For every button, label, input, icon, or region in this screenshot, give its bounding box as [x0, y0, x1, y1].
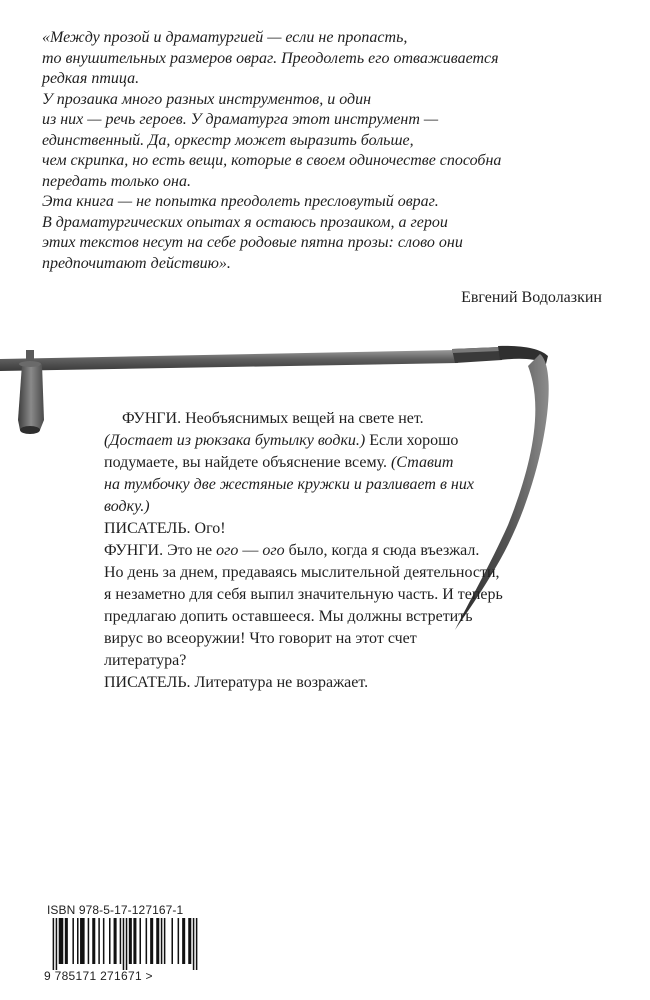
barcode-bar — [53, 918, 55, 970]
stage-direction: (Ставит — [390, 454, 454, 471]
barcode-bar — [139, 918, 141, 964]
barcode-bar — [188, 918, 191, 964]
barcode-digits: 9 785171 271671 > — [44, 969, 153, 983]
barcode-bar — [171, 918, 173, 964]
barcode-bar — [56, 918, 58, 970]
dialogue-line-2 — [104, 430, 504, 452]
dialogue-line-11: литература? — [104, 652, 187, 669]
barcode-bar — [150, 918, 153, 964]
stage-direction: (Достает из рюкзака бутылку водки.) — [104, 432, 366, 449]
dialogue-text: ФУНГИ. Это не — [104, 542, 217, 559]
barcode-bar — [156, 918, 159, 964]
dialogue-text: — — [238, 542, 263, 559]
dialogue-line-5: ПИСАТЕЛЬ. Ого! — [104, 520, 226, 537]
stage-direction: на тумбочку две жестяные кружки и разливает в них водку.) — [104, 476, 474, 515]
dialogue-text: подумаете, вы найдете объяснение всему. — [104, 454, 391, 471]
barcode-bar — [77, 918, 79, 964]
barcode-bar — [123, 918, 125, 970]
barcode-bar — [182, 918, 185, 964]
barcode-bar — [126, 918, 128, 970]
barcode-bar — [133, 918, 136, 964]
barcode-bar — [72, 918, 74, 964]
epigraph-quote: «Между прозой и драматургией — если не пропасть, то внушительных размеров овраг. Преодолеть его отваживается редкая птица. У прозаика много разных инструментов, и один из них — речь героев. У драматурга этот инструмент — единственный. Да, оркестр может выразить больше, чем скрипка, но есть вещи, которые в своем одиночестве способна передать только она. Эта книга — не попытка преодолеть пресловутый овраг. В драматургических опытах я остаюсь прозаиком, а герои этих текстов несут на себе родовые пятна прозы: слово они предпочитают действию». — [42, 29, 502, 272]
barcode-bar — [88, 918, 90, 964]
barcode-bar — [193, 918, 195, 970]
isbn-label: ISBN 978-5-17-127167-1 — [47, 903, 184, 917]
barcode-bar — [65, 918, 68, 964]
dialogue-line-6 — [104, 540, 504, 562]
barcode-bar — [103, 918, 105, 964]
barcode-bar — [109, 918, 111, 964]
barcode-bar — [161, 918, 163, 964]
emphasis: ого — [262, 542, 285, 559]
dialogue-line-8: я незаметно для себя выпил значительную часть. И теперь — [104, 586, 503, 603]
barcode-bar — [146, 918, 148, 964]
dialogue-line-7: Но день за днем, предаваясь мыслительной деятельности, — [104, 564, 500, 581]
barcode-bar — [114, 918, 117, 964]
emphasis: ого — [216, 542, 239, 559]
barcode — [45, 918, 205, 970]
dialogue-line-3 — [104, 452, 504, 474]
play-excerpt — [104, 408, 504, 694]
barcode-bar — [196, 918, 198, 970]
barcode-bar — [59, 918, 64, 964]
dialogue-line-10: вирус во всеоружии! Что говорит на этот счет — [104, 630, 417, 647]
barcode-bar — [92, 918, 95, 964]
barcode-bar — [120, 918, 122, 964]
dialogue-text: Если хорошо — [365, 432, 459, 449]
dialogue-line-4 — [104, 474, 504, 518]
quote-author: Евгений Водолазкин — [461, 289, 602, 306]
dialogue-line-1: ФУНГИ. Необъяснимых вещей на свете нет. — [122, 410, 424, 427]
barcode-bar — [129, 918, 132, 964]
dialogue-text: было, когда я сюда въезжал. — [284, 542, 480, 559]
dialogue-line-9: предлагаю допить оставшееся. Мы должны встретить — [104, 608, 473, 625]
barcode-bar — [164, 918, 166, 964]
barcode-bar — [80, 918, 85, 964]
dialogue-line-12: ПИСАТЕЛЬ. Литература не возражает. — [104, 674, 369, 691]
barcode-bar — [178, 918, 180, 964]
barcode-bar — [98, 918, 100, 964]
